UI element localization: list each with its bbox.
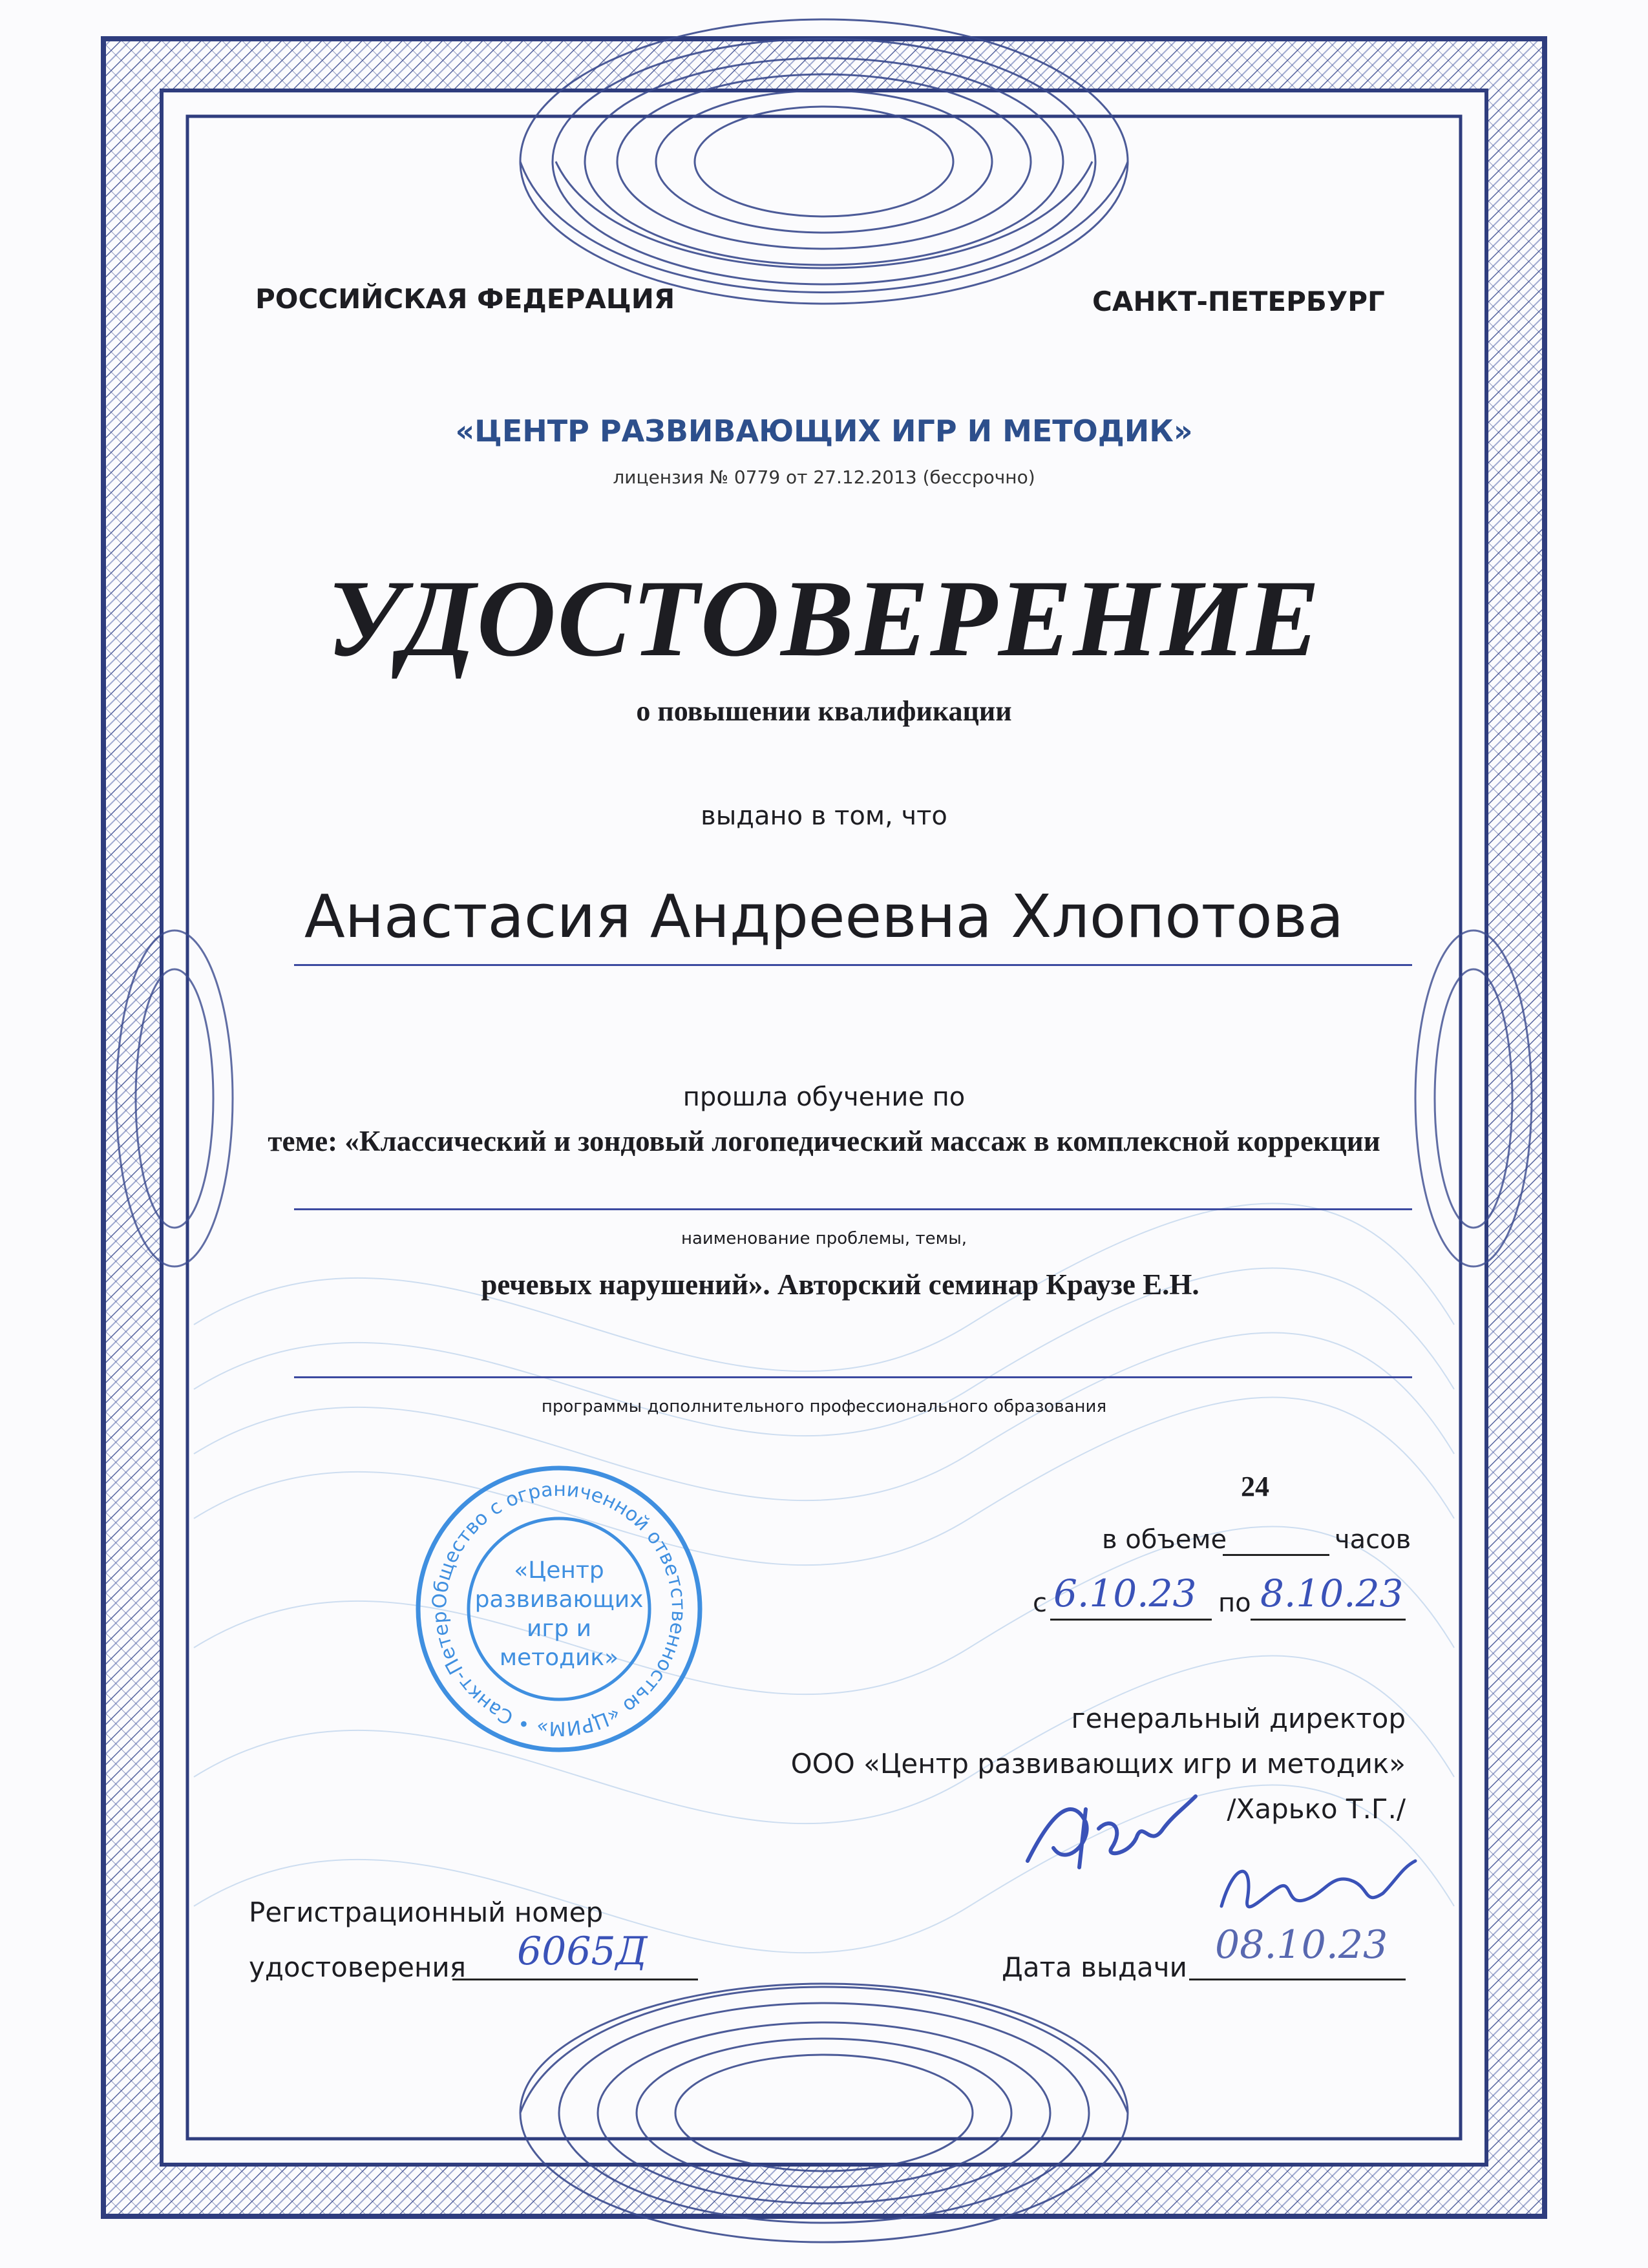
recipient-name: Анастасия Андреевна Хлопотова <box>304 882 1344 951</box>
header-city: САНКТ-ПЕТЕРБУРГ <box>1092 286 1385 317</box>
period-to-label: по <box>1218 1588 1251 1618</box>
recipient-underline <box>294 964 1412 966</box>
training-topic-line2: речевых нарушений». Авторский семинар Краузе Е.Н. <box>481 1268 1199 1301</box>
director-signature <box>1015 1770 1209 1880</box>
period-from-underline <box>1050 1619 1212 1621</box>
hours-value: 24 <box>1241 1471 1269 1502</box>
issue-date-value: 08.10.23 <box>1215 1922 1388 1968</box>
topic-caption-1: наименование проблемы, темы, <box>681 1229 967 1248</box>
topic-underline-2 <box>294 1376 1412 1378</box>
organization-stamp <box>414 1464 704 1754</box>
stamp-outer-text: Общество с ограниченной ответственностью «ЦРИМ» • Санкт-Петер <box>428 1478 690 1740</box>
registration-label-line2: удостоверения <box>249 1951 466 1983</box>
volume-prefix: в объеме <box>1102 1525 1227 1555</box>
stamp-inner-line1: «Центр <box>514 1557 604 1584</box>
registration-label-line1: Регистрационный номер <box>249 1896 604 1928</box>
issue-date-underline <box>1189 1979 1406 1980</box>
volume-suffix: часов <box>1335 1525 1411 1555</box>
license-info: лицензия № 0779 от 27.12.2013 (бессрочно) <box>613 467 1035 488</box>
signatory-position: генеральный директор <box>1071 1703 1406 1734</box>
second-signature <box>1209 1835 1422 1932</box>
signatory-organization: ООО «Центр развивающих игр и методик» <box>790 1748 1406 1780</box>
stamp-inner-line4: методик» <box>499 1644 619 1671</box>
document-subtitle: о повышении квалификации <box>636 695 1012 727</box>
issued-phrase: выдано в том, что <box>701 801 947 831</box>
document-title: УДОСТОВЕРЕНИЕ <box>326 558 1322 679</box>
hours-underline <box>1223 1554 1329 1556</box>
topic-underline-1 <box>294 1208 1412 1210</box>
organization-name: «ЦЕНТР РАЗВИВАЮЩИХ ИГР И МЕТОДИК» <box>455 414 1193 448</box>
topic-caption-2: программы дополнительного профессионального образования <box>541 1397 1107 1416</box>
header-country: РОССИЙСКАЯ ФЕДЕРАЦИЯ <box>255 283 675 315</box>
period-from-value: 6.10.23 <box>1053 1571 1197 1615</box>
stamp-inner-line2: развивающих <box>474 1586 644 1613</box>
stamp-inner-line3: игр и <box>526 1615 591 1642</box>
signatory-name: /Харько Т.Г./ <box>1227 1793 1406 1825</box>
training-topic-line1: теме: «Классический и зондовый логопедический массаж в комплексной коррекции <box>268 1125 1380 1157</box>
period-to-underline <box>1251 1619 1406 1621</box>
issue-date-label: Дата выдачи <box>1002 1951 1187 1983</box>
period-from-label: с <box>1033 1588 1047 1618</box>
registration-number: 6065Д <box>517 1929 648 1974</box>
training-intro: прошла обучение по <box>682 1082 966 1112</box>
registration-underline <box>452 1979 698 1980</box>
period-to-value: 8.10.23 <box>1260 1571 1404 1615</box>
